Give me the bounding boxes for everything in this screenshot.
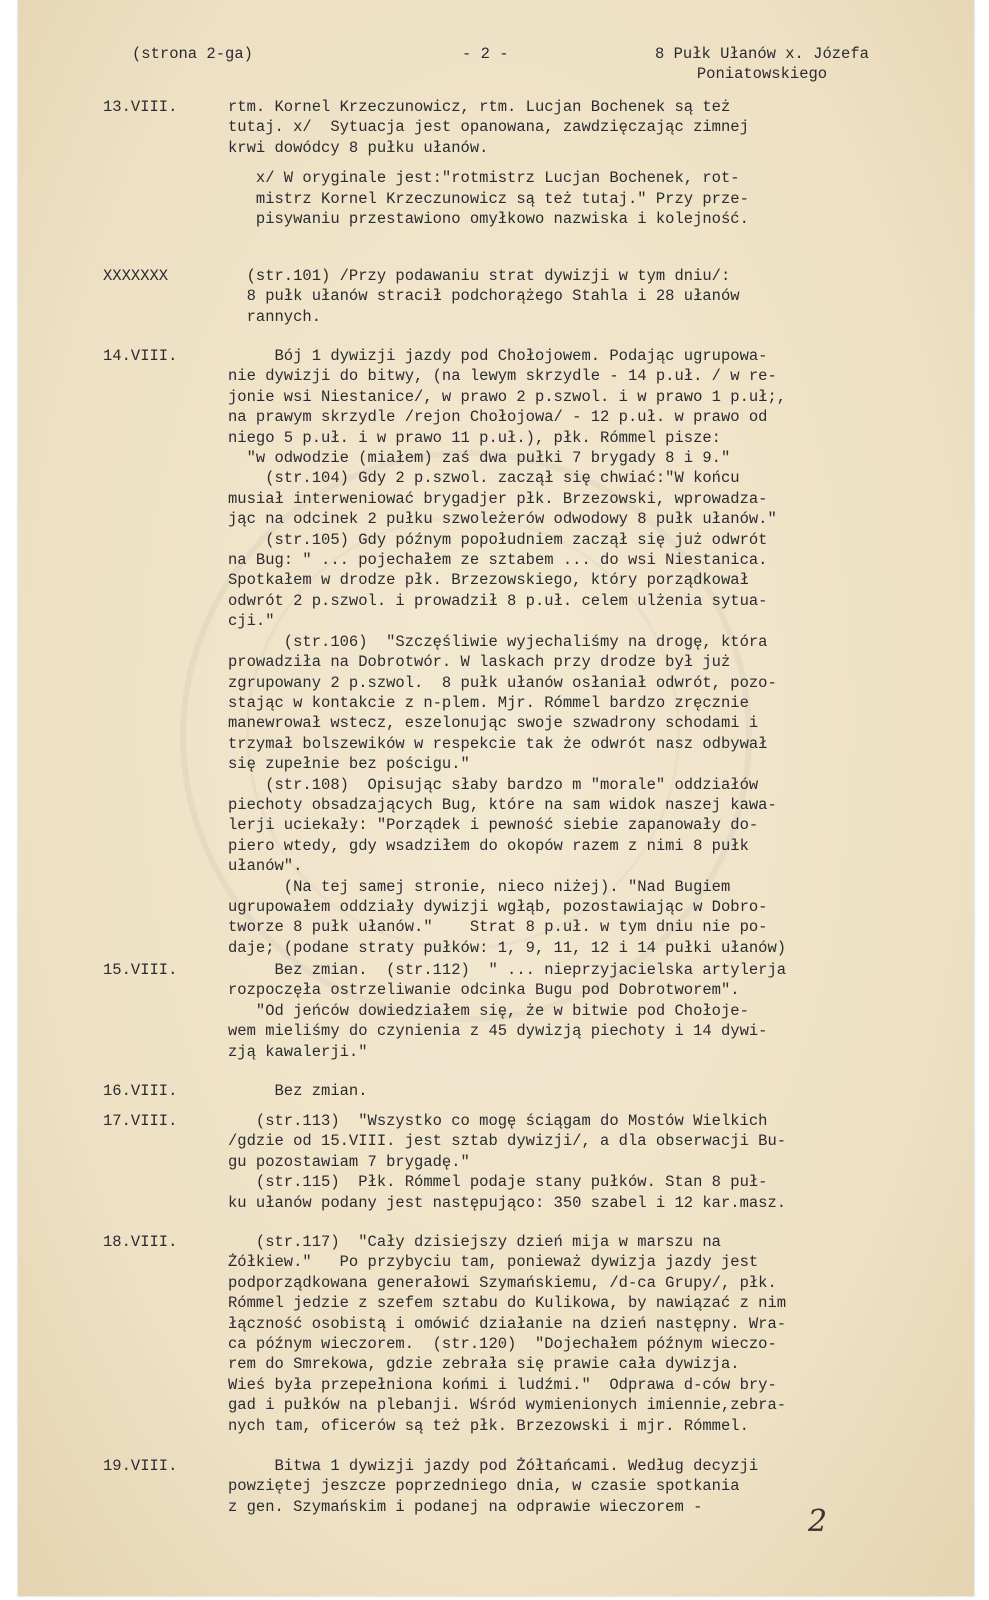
entry-body — [228, 960, 958, 1062]
text-line: jąc na odcinek 2 pułku szwoleżerów odwodowy 8 pułk ułanów." — [228, 510, 777, 529]
text-line: (str.108) Opisując słaby bardzo m "morale" oddziałów — [228, 775, 759, 794]
handwritten-page-mark: 2 — [808, 1504, 828, 1539]
unit-name-line: Poniatowskiego — [696, 65, 828, 84]
entry-body — [228, 1081, 958, 1101]
text-line: tworze 8 pułk ułanów." Strat 8 p.uł. w tym dniu nie po- — [228, 918, 768, 937]
text-line: na Bug: " ... pojechałem ze sztabem ... do wsi Niestanica. — [228, 551, 768, 570]
entry-body — [228, 97, 958, 229]
page-label: (strona 2-ga) — [132, 45, 253, 63]
entry-date: XXXXXXX — [103, 267, 169, 285]
text-line: Bez zmian. — [228, 1082, 368, 1100]
entry-body — [228, 266, 958, 327]
entry-date: 17.VIII. — [103, 1112, 178, 1130]
text-line: rem do Smrekowa, gdzie zebrała się prawie cała dywizja. — [228, 1355, 740, 1374]
text-line: (str.104) Gdy 2 p.szwol. zaczął się chwiać:"W końcu — [228, 469, 740, 488]
text-line: (str.115) Płk. Rómmel podaje stany pułków. Stan 8 puł- — [228, 1173, 768, 1192]
text-line: wem mieliśmy do czynienia z 45 dywizją piechoty i 14 dywi- — [228, 1022, 768, 1041]
text-line: (str.117) "Cały dzisiejszy dzień mija w marszu na — [228, 1233, 721, 1251]
text-line: (Na tej samej stronie, nieco niżej). "Nad Bugiem — [228, 877, 731, 896]
text-line: (str.113) "Wszystko co mogę ściągam do Mostów Wielkich — [228, 1112, 768, 1130]
text-line: Bez zmian. (str.112) " ... nieprzyjacielska artylerja — [228, 961, 787, 979]
text-line: zgrupowany 2 p.szwol. 8 pułk ułanów osłaniał odwrót, pozo- — [228, 673, 777, 692]
text-line: krwi dowódcy 8 pułku ułanów. — [228, 138, 489, 157]
entry-body — [228, 1111, 958, 1213]
text-line: "w odwodzie (miałem) zaś dwa pułki 7 brygady 8 i 9." — [228, 449, 731, 468]
text-line: x/ W oryginale jest:"rotmistrz Lucjan Bochenek, rot- — [228, 169, 740, 188]
text-line: musiał interweniować brygadjer płk. Brzezowski, wprowadza- — [228, 489, 768, 508]
text-line: tutaj. x/ Sytuacja jest opanowana, zawdzięczając zimnej — [228, 118, 749, 137]
text-line: /gdzie od 15.VIII. jest sztab dywizji/, a dla obserwacji Bu- — [228, 1132, 787, 1151]
text-line: ugrupowałem oddziały dywizji wgłąb, pozostawiając w Dobro- — [228, 897, 768, 916]
text-line: rtm. Kornel Krzeczunowicz, rtm. Lucjan Bochenek są też — [228, 98, 731, 116]
text-line: daje; (podane straty pułków: 1, 9, 11, 12 i 14 pułki ułanów) — [228, 938, 787, 957]
text-line: "Od jeńców dowiedziałem się, że w bitwie pod Chołoje- — [228, 1001, 749, 1020]
text-line: Bój 1 dywizji jazdy pod Chołojowem. Podając ugrupowa- — [228, 347, 768, 365]
text-line: jonie wsi Niestanice/, w prawo 2 p.szwol. i w prawo 1 p.uł;, — [228, 387, 787, 406]
text-line: 8 pułk ułanów stracił podchorążego Stahla i 28 ułanów — [228, 287, 740, 306]
entry-date: 18.VIII. — [103, 1233, 178, 1251]
unit-name — [612, 44, 912, 85]
text-line: nie dywizji do bitwy, (na lewym skrzydle - 14 p.uł. / w re- — [228, 367, 777, 386]
entry-body — [228, 346, 958, 958]
text-line: Rómmel jedzie z szefem sztabu do Kulikowa, by nawiązać z nim — [228, 1294, 787, 1313]
text-line: piero wtedy, gdy wsadziłem do okopów razem z nimi 8 pułk — [228, 836, 749, 855]
text-line: gu pozostawiam 7 brygadę." — [228, 1152, 470, 1171]
text-line: rannych. — [228, 307, 322, 326]
text-line: manewrował wstecz, eszelonując swoje szwadrony schodami i — [228, 714, 759, 733]
text-line: (str.101) /Przy podawaniu strat dywizji w tym dniu/: — [228, 267, 731, 285]
text-line: (str.106) "Szczęśliwie wyjechaliśmy na drogę, która — [228, 632, 768, 651]
text-line: rozpoczęła ostrzeliwanie odcinka Bugu pod Dobrotworem". — [228, 981, 740, 1000]
text-line: (str.105) Gdy późnym popołudniem zaczął się już odwrót — [228, 530, 768, 549]
text-line: odwrót 2 p.szwol. i prowadził 8 p.uł. celem ulżenia sytua- — [228, 591, 768, 610]
text-line: lerji uciekały: "Porządek i pewność siebie zapanowały do- — [228, 816, 759, 835]
text-line: ku ułanów podany jest następująco: 350 szabel i 12 kar.masz. — [228, 1193, 787, 1212]
text-line: cji." — [228, 612, 275, 631]
entry-date: 15.VIII. — [103, 961, 178, 979]
text-line: na prawym skrzydle /rejon Chołojowa/ - 12 p.uł. w prawo od — [228, 408, 768, 427]
text-line: podporządkowana generałowi Szymańskiemu, /d-ca Grupy/, płk. — [228, 1273, 777, 1292]
text-line: ułanów". — [228, 857, 303, 876]
text-line: gad i pułków na plebanji. Wśród wymienionych imiennie,zebra- — [228, 1396, 787, 1415]
text-line: się zupełnie bez pościgu." — [228, 755, 470, 774]
text-line: pisywaniu przestawiono omyłkowo nazwiska i kolejność. — [228, 210, 749, 229]
entry-date: 14.VIII. — [103, 347, 178, 365]
text-line: nych tam, oficerów są też płk. Brzezowski i mjr. Rómmel. — [228, 1416, 749, 1435]
text-line: z gen. Szymańskim i podanej na odprawie wieczorem - — [228, 1497, 703, 1516]
entry-date: 13.VIII. — [103, 98, 178, 116]
page-number: - 2 - — [462, 45, 509, 63]
text-line: Spotkałem w drodze płk. Brzezowskiego, który porządkował — [228, 571, 749, 590]
unit-name-line: 8 Pułk Ułanów x. Józefa — [655, 45, 869, 63]
text-line: Bitwa 1 dywizji jazdy pod Żółtańcami. Według decyzji — [228, 1457, 759, 1475]
entry-date: 19.VIII. — [103, 1457, 178, 1475]
text-line: ca późnym wieczorem. (str.120) "Dojechałem późnym wieczo- — [228, 1335, 777, 1354]
text-line — [228, 158, 958, 168]
text-line: łączność osobistą i omówić działanie na dzień następny. Wra- — [228, 1314, 787, 1333]
entry-body — [228, 1456, 958, 1517]
text-line: stając w kontakcie z n-plem. Mjr. Rómmel bardzo zręcznie — [228, 693, 749, 712]
text-line: niego 5 p.uł. i w prawo 11 p.uł.), płk. Rómmel pisze: — [228, 428, 721, 447]
entry-body — [228, 1232, 958, 1436]
text-line: Wieś była przepełniona końmi i ludźmi." Odprawa d-ców bry- — [228, 1375, 777, 1394]
text-line: mistrz Kornel Krzeczunowicz są też tutaj." Przy prze- — [228, 189, 749, 208]
entry-date: 16.VIII. — [103, 1082, 178, 1100]
text-line: trzymał bolszewików w respekcie tak że odwrót nasz odbywał — [228, 734, 768, 753]
text-line: Żółkiew." Po przybyciu tam, ponieważ dywizja jazdy jest — [228, 1253, 759, 1272]
text-line: piechoty obsadzających Bug, które na sam widok naszej kawa- — [228, 795, 777, 814]
text-line: prowadziła na Dobrotwór. W laskach przy drodze był już — [228, 653, 731, 672]
text-line: powziętej jeszcze poprzedniego dnia, w czasie spotkania — [228, 1477, 740, 1496]
text-line: zją kawalerji." — [228, 1042, 368, 1061]
